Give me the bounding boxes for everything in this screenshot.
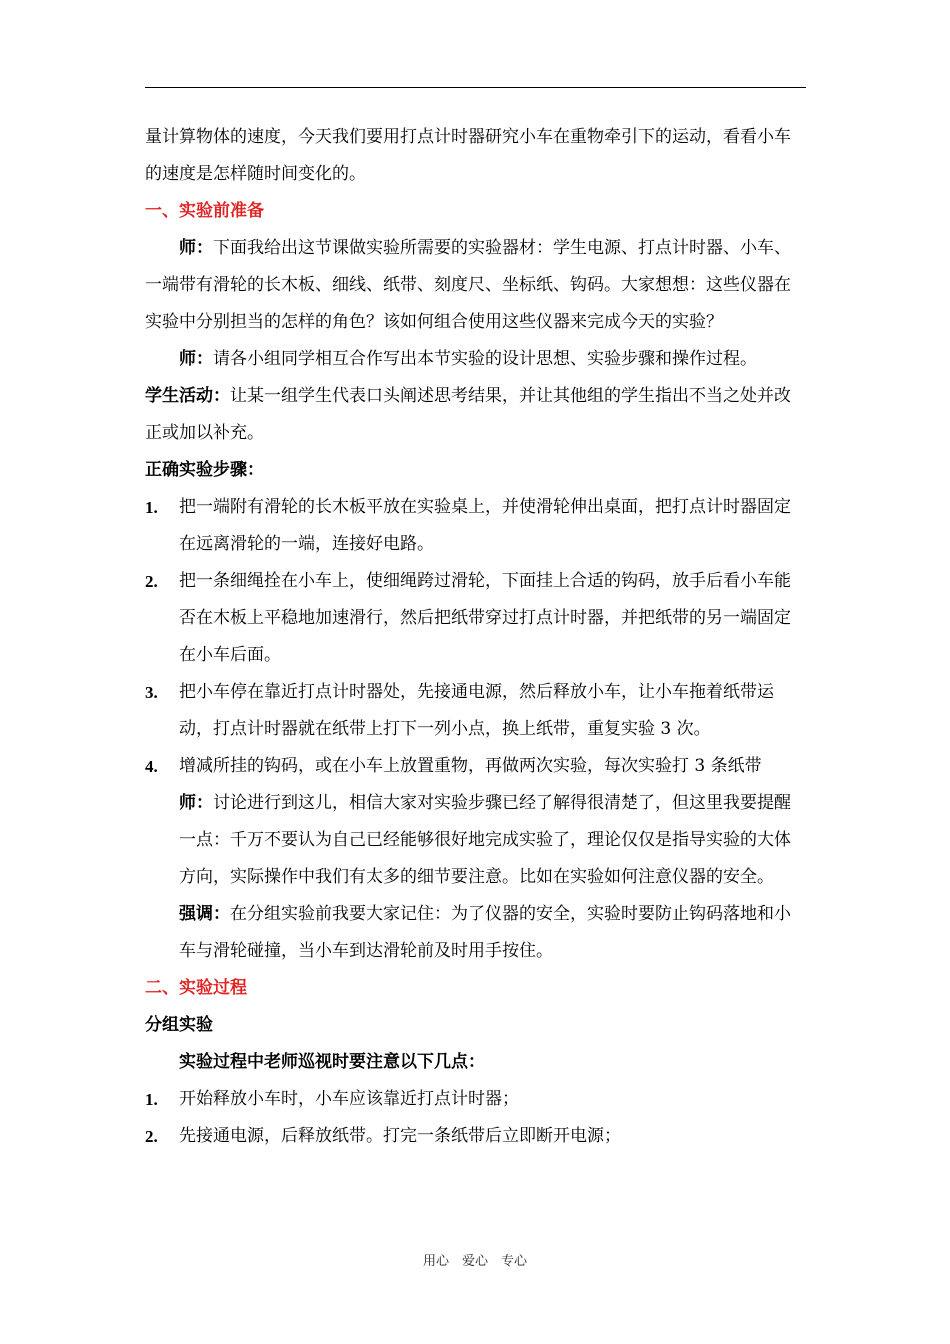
note-text: 先接通电源，后释放纸带。打完一条纸带后立即断开电源； [179, 1126, 621, 1146]
teacher-label: 师： [179, 238, 213, 258]
note-number: 1. [145, 1090, 158, 1109]
steps-heading: 正确实验步骤： [145, 460, 264, 480]
note-number: 2. [145, 1127, 158, 1146]
emphasis-label: 强调： [179, 904, 230, 924]
step-item [145, 674, 806, 748]
section-heading-preparation: 一、实验前准备 [145, 201, 264, 221]
section-heading-process: 二、实验过程 [145, 978, 247, 998]
group-experiment-heading: 分组实验 [145, 1015, 213, 1035]
step-number: 3. [145, 683, 158, 702]
step-number: 4. [145, 757, 158, 776]
teacher-text-1: 下面我给出这节课做实验所需要的实验器材：学生电源、打点计时器、小车、一端带有滑轮的长木板、细线、纸带、刻度尺、坐标纸、钩码。大家想想：这些仪器在实验中分别担当的怎样的角色？该如何组合使用这些仪器来完成今天的实验？ [145, 238, 791, 332]
emphasis-paragraph [145, 896, 806, 970]
step-item [145, 489, 806, 563]
teacher-text-3: 讨论进行到这儿，相信大家对实验步骤已经了解得很清楚了，但这里我要提醒一点：千万不要认为自己已经能够很好地完成实验了，理论仅仅是指导实验的大体方向，实际操作中我们有太多的细节要注意。比如在实验如何注意仪器的安全。 [179, 793, 791, 887]
step-text: 把一条细绳拴在小车上，使细绳跨过滑轮，下面挂上合适的钩码，放手后看小车能否在木板上平稳地加速滑行，然后把纸带穿过打点计时器，并把纸带的另一端固定在小车后面。 [179, 571, 791, 665]
step-text: 把小车停在靠近打点计时器处，先接通电源，然后释放小车，让小车拖着纸带运动，打点计时器就在纸带上打下一列小点，换上纸带，重复实验 3 次。 [179, 682, 774, 739]
step-item [145, 563, 806, 674]
teacher-paragraph-2 [145, 341, 806, 378]
emphasis-text: 在分组实验前我要大家记住：为了仪器的安全，实验时要防止钩码落地和小车与滑轮碰撞，当小车到达滑轮前及时用手按住。 [179, 904, 791, 961]
student-activity-text: 让某一组学生代表口头阐述思考结果，并让其他组的学生指出不当之处并改正或加以补充。 [145, 386, 791, 443]
teacher-label: 师： [179, 349, 213, 369]
teacher-paragraph-1 [145, 230, 806, 341]
student-activity-label: 学生活动： [145, 386, 230, 406]
intro-paragraph: 量计算物体的速度，今天我们要用打点计时器研究小车在重物牵引下的运动，看看小车的速度是怎样随时间变化的。 [145, 127, 791, 184]
teacher-paragraph-3 [145, 785, 806, 896]
step-number: 2. [145, 572, 158, 591]
step-item [145, 748, 806, 785]
note-text: 开始释放小车时，小车应该靠近打点计时器； [179, 1089, 519, 1109]
note-item [145, 1118, 806, 1155]
step-text: 把一端附有滑轮的长木板平放在实验桌上，并使滑轮伸出桌面，把打点计时器固定在远离滑轮的一端，连接好电路。 [179, 497, 791, 554]
step-text: 增减所挂的钩码，或在小车上放置重物，再做两次实验，每次实验打 3 条纸带 [179, 756, 762, 776]
note-item [145, 1081, 806, 1118]
document-body [145, 119, 806, 1155]
teacher-text-2: 请各小组同学相互合作写出本节实验的设计思想、实验步骤和操作过程。 [213, 349, 757, 369]
step-number: 1. [145, 498, 158, 517]
teacher-label: 师： [179, 793, 213, 813]
page-footer: 用心 爱心 专心 [422, 1254, 527, 1269]
header-rule [145, 87, 806, 88]
student-activity-paragraph [145, 378, 806, 452]
notes-heading: 实验过程中老师巡视时要注意以下几点： [179, 1052, 485, 1072]
